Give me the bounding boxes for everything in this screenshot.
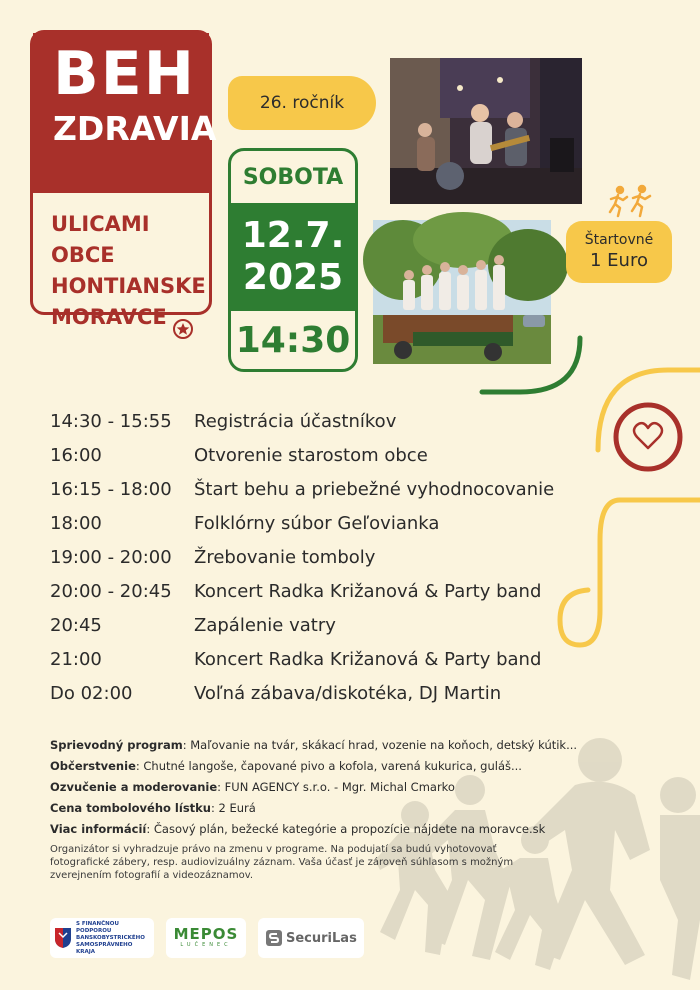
schedule-row: [50, 540, 610, 574]
schedule-row: [50, 676, 610, 710]
securitas-s-icon: [266, 930, 282, 946]
title-line1: BEH: [53, 39, 196, 109]
schedule-time: 20:45: [50, 614, 102, 636]
entry-fee-label: Štartovné: [584, 232, 654, 248]
schedule-time: 20:00 - 20:45: [50, 580, 172, 602]
medal-icon: [172, 318, 194, 340]
title-subtitle: ULICAMI OBCE HONTIANSKE MORAVCE: [51, 212, 206, 329]
schedule-row: [50, 642, 610, 676]
schedule-time: Do 02:00: [50, 682, 133, 704]
info-line-more-info: Viac informácií: Časový plán, bežecké kategórie a propozície nájdete na moravce.sk: [50, 822, 546, 836]
schedule-time: 19:00 - 20:00: [50, 546, 172, 568]
info-section: [50, 738, 578, 889]
concert-photo: [390, 58, 582, 204]
date-value: 12.7. 2025: [231, 203, 355, 311]
mepos-logo: [166, 918, 246, 958]
schedule-event: Registrácia účastníkov: [194, 410, 397, 432]
schedule-event: Otvorenie starostom obce: [194, 444, 428, 466]
title-line2: ZDRAVIA: [53, 109, 217, 148]
schedule-time: 18:00: [50, 512, 102, 534]
schedule-time: 16:15 - 18:00: [50, 478, 172, 500]
mepos-name: MEPOS: [173, 925, 239, 943]
entry-fee-badge: [566, 221, 672, 283]
info-line-program: Sprievodný program: Maľovanie na tvár, skákací hrad, vozenie na koňoch, detský kútik...: [50, 738, 578, 752]
title-block: [30, 30, 217, 329]
bbsk-crest-icon: [54, 927, 72, 949]
schedule-row: [50, 404, 610, 438]
securitas-logo: [258, 918, 364, 958]
entry-fee-value: 1 Euro: [590, 250, 648, 271]
schedule-row: [50, 472, 610, 506]
schedule-event: Koncert Radka Križanová & Party band: [194, 648, 542, 670]
schedule-row: [50, 438, 610, 472]
schedule-row: [50, 608, 610, 642]
schedule-row: [50, 574, 610, 608]
info-line-sound: Ozvučenie a moderovanie: FUN AGENCY s.r.o. - Mgr. Michal Cmarko: [50, 780, 455, 794]
runners-icon: [606, 185, 656, 219]
schedule-event: Žrebovanie tomboly: [194, 546, 376, 568]
schedule-event: Koncert Radka Križanová & Party band: [194, 580, 542, 602]
date-day: SOBOTA: [242, 164, 344, 190]
bbsk-logo: [50, 918, 154, 958]
bbsk-text: S FINANČNOU PODPOROU BANSKOBYSTRICKÉHO SAMOSPRÁVNEHO KRAJA: [76, 920, 145, 955]
schedule-event: Štart behu a priebežné vyhodnocovanie: [194, 478, 555, 500]
schedule-list: [50, 404, 610, 710]
info-line-refreshments: Občerstvenie: Chutné langoše, čapované pivo a kofola, varená kukurica, guláš...: [50, 759, 522, 773]
date-block: [228, 148, 358, 372]
securitas-name: SecuriLas: [286, 930, 357, 946]
schedule-time: 21:00: [50, 648, 102, 670]
schedule-event: Folklórny súbor Geľovianka: [194, 512, 440, 534]
heart-icon: [634, 423, 662, 448]
info-line-raffle-price: Cena tombolového lístku: 2 Eurá: [50, 801, 256, 815]
schedule-row: [50, 506, 610, 540]
schedule-event: Voľná zábava/diskotéka, DJ Martin: [194, 682, 502, 704]
start-time: 14:30: [235, 319, 351, 361]
schedule-time: 14:30 - 15:55: [50, 410, 172, 432]
edition-badge: 26. ročník: [228, 76, 376, 130]
mepos-city: LUČENEC: [180, 942, 232, 948]
schedule-time: 16:00: [50, 444, 102, 466]
schedule-event: Zapálenie vatry: [194, 614, 336, 636]
folk-group-photo: [373, 220, 551, 364]
organizer-note: Organizátor si vyhradzuje právo na zmenu v programe. Na podujatí sa budú vyhotovovať fotografické zábery, resp. audiovizuálny záznam. Vaša účasť je zároveň súhlasom s možným zverejnením fotografií a videozáznamov.: [50, 844, 514, 881]
